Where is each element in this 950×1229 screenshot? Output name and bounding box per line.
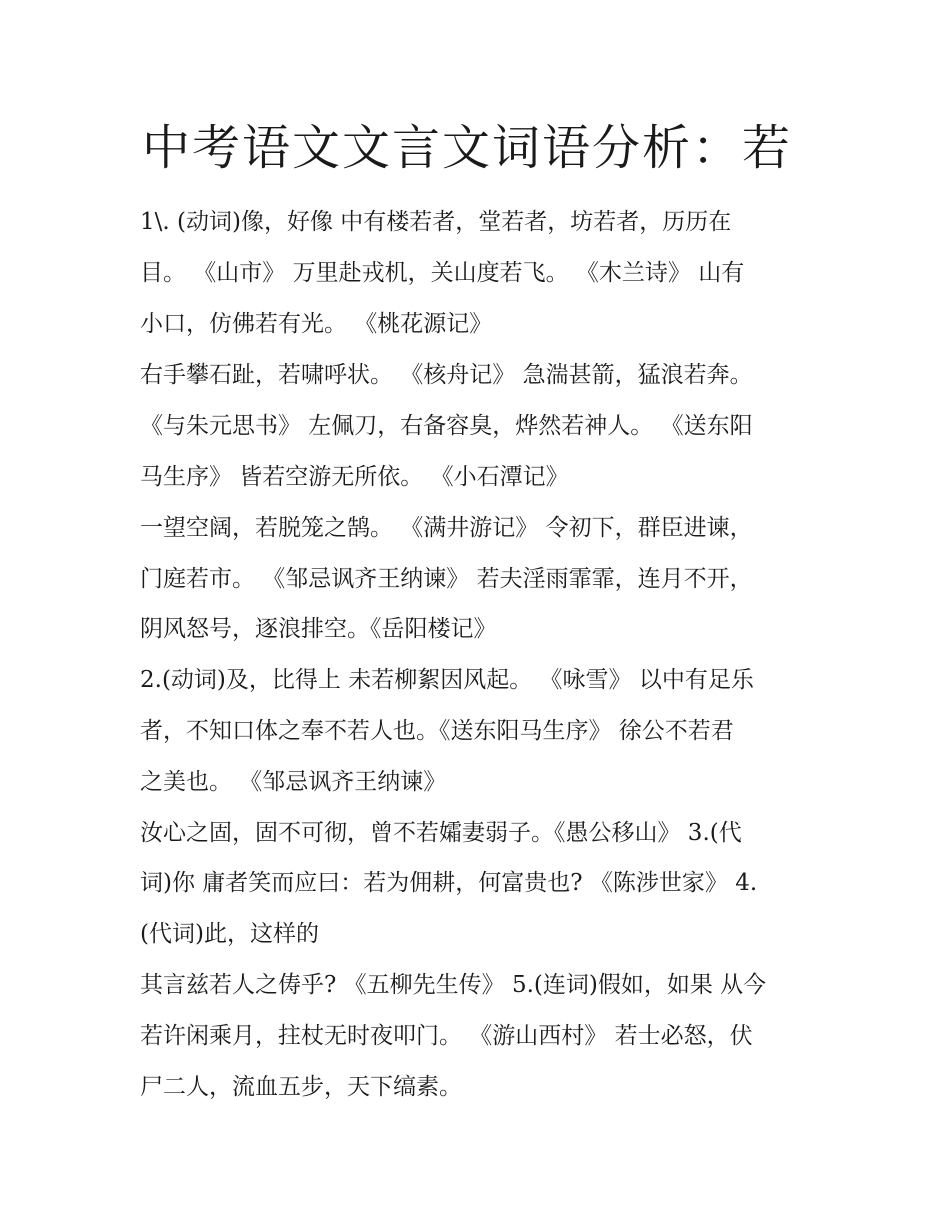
body-line: 若许闲乘月，拄杖无时夜叩门。 《游山西村》 若士必怒，伏: [140, 1023, 753, 1049]
body-line: 目。 《山市》 万里赴戎机，关山度若飞。 《木兰诗》 山有: [140, 260, 745, 286]
body-line: 小口，仿佛若有光。 《桃花源记》: [140, 311, 493, 337]
body-line: 2.(动词)及，比得上 未若柳絮因风起。 《咏雪》 以中有足乐: [140, 667, 754, 693]
body-line: 者，不知口体之奉不若人也。《送东阳马生序》 徐公不若君: [140, 718, 734, 744]
document-title: 中考语文文言文词语分析：若: [142, 120, 793, 176]
body-line: 其言兹若人之俦乎? 《五柳先生传》 5.(连词)假如，如果 从今: [140, 972, 767, 998]
body-line: 尸二人，流血五步，天下缟素。: [140, 1074, 462, 1100]
body-line: 一望空阔，若脱笼之鹄。 《满井游记》 令初下，群臣进谏，: [140, 515, 753, 541]
body-line: (代词)此，这样的: [140, 921, 319, 947]
body-line: 《与朱元思书》 左佩刀，右备容臭，烨然若神人。 《送东阳: [140, 413, 753, 439]
body-line: 1\. (动词)像，好像 中有楼若者，堂若者，坊若者，历历在: [140, 209, 732, 235]
body-line: 右手攀石趾，若啸呼状。 《核舟记》 急湍甚箭，猛浪若奔。: [140, 362, 753, 388]
body-line: 汝心之固，固不可彻，曾不若孀妻弱子。《愚公移山》 3.(代: [140, 820, 742, 846]
body-line: 之美也。 《邹忌讽齐王纳谏》: [140, 769, 447, 795]
body-line: 门庭若市。 《邹忌讽齐王纳谏》 若夫淫雨霏霏，连月不开，: [140, 566, 753, 592]
body-line: 马生序》 皆若空游无所依。 《小石潭记》: [140, 464, 569, 490]
body-line: 词)你 庸者笑而应曰：若为佣耕，何富贵也? 《陈涉世家》 4.: [140, 870, 758, 896]
body-line: 阴风怒号，逐浪排空。《岳阳楼记》: [140, 616, 497, 642]
